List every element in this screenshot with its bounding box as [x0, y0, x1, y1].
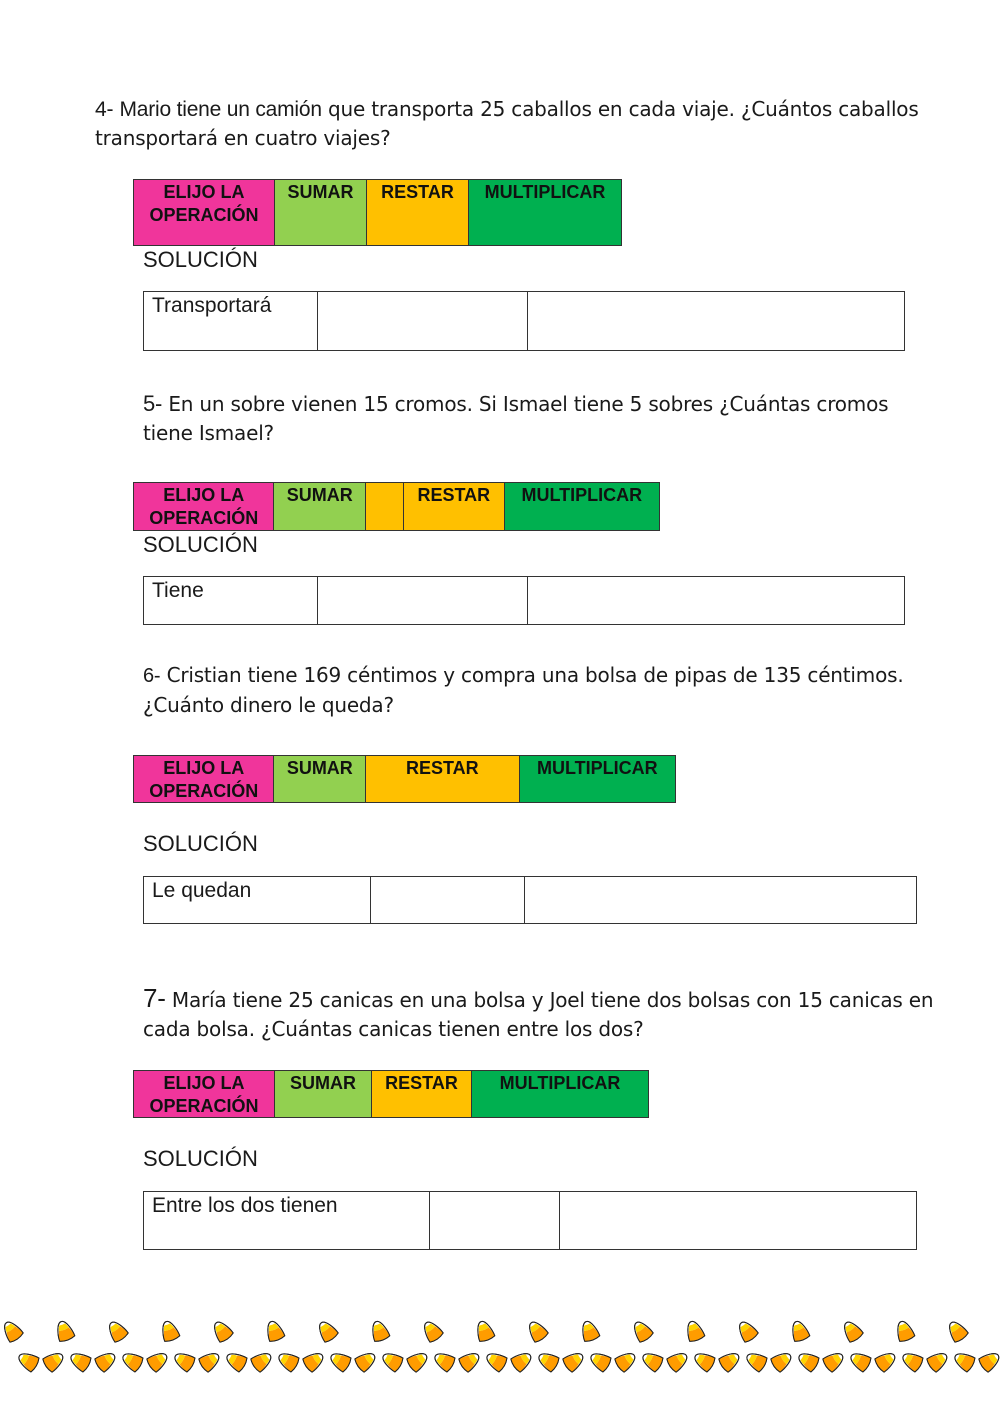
candy-corn-icon: [666, 1349, 691, 1373]
candy-corn-icon: [735, 1318, 759, 1343]
choose-operation-label: ELIJO LA OPERACIÓN: [134, 1071, 275, 1117]
choose-operation-label: ELIJO LA OPERACIÓN: [134, 180, 275, 245]
add-option[interactable]: SUMAR: [275, 1071, 372, 1117]
subtract-option[interactable]: RESTAR: [404, 483, 505, 530]
candy-corn-icon: [587, 1349, 612, 1373]
candy-corn-icon: [54, 1319, 76, 1343]
candy-corn-icon: [718, 1349, 743, 1373]
candy-corn-icon: [691, 1349, 716, 1373]
multiply-option[interactable]: MULTIPLICAR: [520, 756, 675, 802]
candy-corn-icon: [894, 1319, 916, 1343]
candy-corn-icon: [458, 1349, 483, 1373]
candy-corn-icon: [250, 1349, 275, 1373]
solution-label: SOLUCIÓN: [143, 831, 258, 856]
answer-unit-field[interactable]: [525, 877, 916, 923]
problem-body: En un sobre vienen 15 cromos. Si Ismael tiene 5 sobres ¿Cuántas cromos tiene Ismael?: [143, 392, 889, 445]
candy-corn-icon: [684, 1319, 706, 1343]
answer-unit-field[interactable]: [560, 1192, 916, 1249]
candy-corn-icon: [926, 1349, 951, 1373]
candy-corn-icon: [630, 1318, 654, 1343]
problem-body: que transporta 25 caballos en cada viaje. ¿Cuántos caballos transportará en cuatro viajes?: [95, 97, 919, 150]
candy-corn-icon: [474, 1319, 496, 1343]
operation-choice-bar-5: [133, 482, 660, 531]
solution-label: SOLUCIÓN: [143, 532, 258, 557]
answer-label: Le quedan: [144, 877, 371, 923]
problem-6-text: [143, 661, 943, 720]
candy-corn-icon: [795, 1349, 820, 1373]
multiply-option[interactable]: MULTIPLICAR: [469, 180, 621, 245]
candy-corn-icon: [562, 1349, 587, 1373]
candy-corn-icon: [579, 1319, 601, 1343]
problem-7-text: [143, 984, 943, 1044]
choose-operation-label: ELIJO LA OPERACIÓN: [134, 483, 274, 530]
candy-corn-icon: [840, 1318, 864, 1343]
candy-corn-icon: [198, 1349, 223, 1373]
answer-label: Tiene: [144, 577, 318, 624]
solution-label: SOLUCIÓN: [143, 247, 258, 272]
candy-corn-icon: [420, 1318, 444, 1343]
add-option[interactable]: SUMAR: [274, 483, 366, 530]
answer-number-field[interactable]: [430, 1192, 560, 1249]
answer-number-field[interactable]: [318, 292, 528, 350]
candy-corn-icon: [945, 1318, 969, 1343]
problem-lead: Mario tiene un camión: [119, 98, 322, 121]
candy-corn-icon: [431, 1349, 456, 1373]
operation-choice-bar-7: [133, 1070, 649, 1118]
candy-corn-icon: [302, 1349, 327, 1373]
candy-corn-icon: [119, 1349, 144, 1373]
subtract-option[interactable]: RESTAR: [372, 1071, 472, 1117]
candy-corn-icon: [15, 1349, 40, 1373]
answer-number-field[interactable]: [371, 877, 525, 923]
candy-corn-icon: [847, 1349, 872, 1373]
blank-option[interactable]: [366, 483, 404, 530]
candy-corn-icon: [0, 1318, 24, 1343]
candy-corn-icon: [275, 1349, 300, 1373]
candy-corn-icon: [535, 1349, 560, 1373]
candy-corn-icon: [223, 1349, 248, 1373]
candy-corn-icon: [525, 1318, 549, 1343]
problem-number: 6-: [143, 665, 161, 687]
answer-label: Transportará: [144, 292, 318, 350]
add-option[interactable]: SUMAR: [274, 756, 366, 802]
candy-corn-icon: [510, 1349, 535, 1373]
candy-corn-icon: [822, 1349, 847, 1373]
answer-table-4: [143, 291, 905, 351]
candy-corn-icon: [789, 1319, 811, 1343]
problem-number: 7-: [143, 983, 166, 1013]
candy-corn-icon: [42, 1349, 67, 1373]
candy-corn-icon: [67, 1349, 92, 1373]
candy-corn-icon: [171, 1349, 196, 1373]
problem-number: 5-: [143, 391, 163, 416]
candy-corn-icon: [210, 1318, 234, 1343]
problem-body: Cristian tiene 169 céntimos y compra una bolsa de pipas de 135 céntimos. ¿Cuánto dinero le queda?: [143, 663, 904, 717]
candy-corn-border-icon: [0, 1315, 1000, 1375]
candy-corn-icon: [264, 1319, 286, 1343]
answer-unit-field[interactable]: [528, 292, 904, 350]
operation-choice-bar-6: [133, 755, 676, 803]
answer-table-5: [143, 576, 905, 625]
problem-body: María tiene 25 canicas en una bolsa y Joel tiene dos bolsas con 15 canicas en cada bolsa. ¿Cuántas canicas tienen entre los dos?: [143, 988, 934, 1041]
candy-corn-icon: [94, 1349, 119, 1373]
candy-corn-icon: [639, 1349, 664, 1373]
choose-operation-label: ELIJO LA OPERACIÓN: [134, 756, 274, 802]
answer-table-6: [143, 876, 917, 924]
candy-corn-icon: [483, 1349, 508, 1373]
answer-table-7: [143, 1191, 917, 1250]
subtract-option[interactable]: RESTAR: [366, 756, 519, 802]
candy-corn-icon: [899, 1349, 924, 1373]
candy-corn-icon: [614, 1349, 639, 1373]
answer-unit-field[interactable]: [528, 577, 904, 624]
candy-corn-icon: [406, 1349, 431, 1373]
candy-corn-icon: [379, 1349, 404, 1373]
problem-5-text: [143, 389, 943, 448]
candy-corn-icon: [159, 1319, 181, 1343]
subtract-option[interactable]: RESTAR: [367, 180, 469, 245]
candy-corn-icon: [105, 1318, 129, 1343]
problem-4-text: [95, 95, 955, 153]
candy-corn-icon: [743, 1349, 768, 1373]
candy-corn-icon: [327, 1349, 352, 1373]
candy-corn-icon: [354, 1349, 379, 1373]
candy-corn-icon: [146, 1349, 171, 1373]
candy-corn-icon: [369, 1319, 391, 1343]
candy-corn-icon: [951, 1349, 976, 1373]
candy-corn-icon: [978, 1349, 1000, 1373]
answer-label: Entre los dos tienen: [144, 1192, 430, 1249]
candy-corn-icon: [874, 1349, 899, 1373]
solution-label: SOLUCIÓN: [143, 1146, 258, 1171]
candy-corn-icon: [315, 1318, 339, 1343]
add-option[interactable]: SUMAR: [275, 180, 367, 245]
multiply-option[interactable]: MULTIPLICAR: [472, 1071, 648, 1117]
answer-number-field[interactable]: [318, 577, 528, 624]
problem-number: 4-: [95, 98, 114, 121]
candy-corn-icon: [770, 1349, 795, 1373]
multiply-option[interactable]: MULTIPLICAR: [505, 483, 659, 530]
operation-choice-bar-4: [133, 179, 622, 246]
